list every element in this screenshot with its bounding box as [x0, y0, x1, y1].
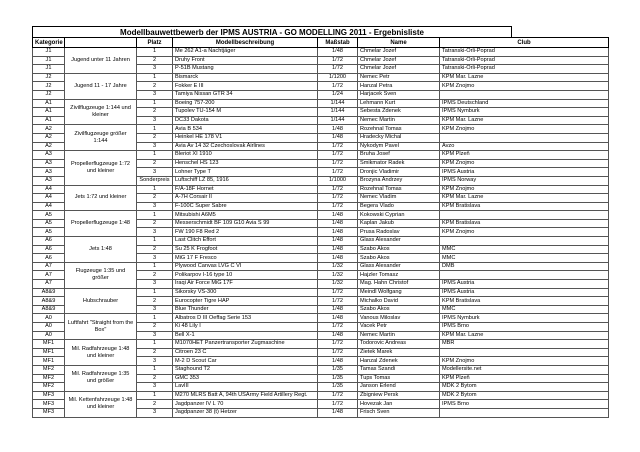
model-cell: Mitsubishi A6M5: [173, 211, 318, 220]
name-cell: Michalko David: [358, 297, 440, 306]
name-cell: Begera Vlado: [358, 202, 440, 211]
massstab-cell: 1/144: [318, 108, 358, 117]
model-cell: LavIII: [173, 383, 318, 392]
kategorie-cell: A2: [33, 142, 65, 151]
model-cell: Plywood Canvas LVG C VI: [173, 262, 318, 271]
platz-cell: 1: [137, 99, 173, 108]
table-row: [33, 262, 609, 271]
club-cell: KPM Znojmo: [440, 228, 609, 237]
massstab-cell: 1/48: [318, 125, 358, 134]
massstab-cell: 1/48: [318, 254, 358, 263]
kategorie-cell: MF3: [33, 400, 65, 409]
name-cell: Nemec Vladim: [358, 194, 440, 203]
platz-cell: 3: [137, 116, 173, 125]
kategorie-cell: MF2: [33, 374, 65, 383]
kategorie-cell: A5: [33, 219, 65, 228]
model-cell: GMC 353: [173, 374, 318, 383]
kategorie-cell: MF2: [33, 383, 65, 392]
kategorie-cell: J2: [33, 82, 65, 91]
platz-cell: 1: [137, 262, 173, 271]
model-cell: Iraqi Air Force MiG 17F: [173, 280, 318, 289]
name-cell: Lehmann Kurt: [358, 99, 440, 108]
header-row: [33, 38, 609, 48]
platz-cell: 1: [137, 314, 173, 323]
name-cell: Dronjic Vladimir: [358, 168, 440, 177]
massstab-cell: 1/72: [318, 159, 358, 168]
kategorie-cell: J1: [33, 65, 65, 74]
kategorie-cell: A4: [33, 194, 65, 203]
massstab-cell: 1/48: [318, 219, 358, 228]
group-label-cell: Mil. Radfahrzeuge 1:35 und größer: [65, 365, 137, 391]
kategorie-cell: J1: [33, 56, 65, 65]
model-cell: M270 MLRS Batt A, 94th USArmy Field Artillery Regt.: [173, 391, 318, 400]
name-cell: Vacek Petr: [358, 323, 440, 332]
massstab-cell: 1/35: [318, 383, 358, 392]
group-label-cell: Luftfahrt "Straight from the Box": [65, 314, 137, 340]
kategorie-cell: A1: [33, 116, 65, 125]
name-cell: Nemec Martin: [358, 331, 440, 340]
model-cell: Boeing 757-200: [173, 99, 318, 108]
model-cell: Jagdpanzer 38 (t) Hetzer: [173, 408, 318, 417]
group-label-cell: Zivilflugzeuge größer 1:144: [65, 125, 137, 151]
table-row: [33, 73, 609, 82]
table-row: [33, 391, 609, 400]
massstab-cell: 1/72: [318, 297, 358, 306]
massstab-cell: 1/72: [318, 391, 358, 400]
massstab-cell: 1/32: [318, 262, 358, 271]
club-cell: [440, 133, 609, 142]
header-name: Name: [358, 38, 440, 48]
club-cell: IPMS Nymburk: [440, 314, 609, 323]
name-cell: Chmelar Jozef: [358, 56, 440, 65]
club-cell: MBR: [440, 340, 609, 349]
platz-cell: 1: [137, 125, 173, 134]
name-cell: Nemec Martin: [358, 116, 440, 125]
platz-cell: 1: [137, 365, 173, 374]
kategorie-cell: A5: [33, 228, 65, 237]
model-cell: F-100C Super Sabre: [173, 202, 318, 211]
massstab-cell: 1/72: [318, 288, 358, 297]
name-cell: Glass Alexander: [358, 262, 440, 271]
model-cell: Messerschmidt BF 109 G10 Avia S 99: [173, 219, 318, 228]
results-sheet: [32, 26, 608, 418]
club-cell: KPM Znojmo: [440, 82, 609, 91]
model-cell: Sikorsky VS-300: [173, 288, 318, 297]
table-row: [33, 340, 609, 349]
massstab-cell: 1/48: [318, 237, 358, 246]
kategorie-cell: MF1: [33, 348, 65, 357]
name-cell: Szabo Akos: [358, 305, 440, 314]
kategorie-cell: A2: [33, 125, 65, 134]
name-cell: Rozehnal Tomas: [358, 185, 440, 194]
name-cell: Tamas Szandi: [358, 365, 440, 374]
massstab-cell: 1/144: [318, 99, 358, 108]
model-cell: Me 262 A1-a Nachtjäger: [173, 48, 318, 57]
kategorie-cell: A7: [33, 280, 65, 289]
platz-cell: 2: [137, 133, 173, 142]
table-row: [33, 185, 609, 194]
massstab-cell: 1/35: [318, 374, 358, 383]
club-cell: KPM Znojmo: [440, 125, 609, 134]
massstab-cell: 1/48: [318, 211, 358, 220]
model-cell: Fokker E III: [173, 82, 318, 91]
kategorie-cell: MF3: [33, 408, 65, 417]
club-cell: IPMS Brno: [440, 400, 609, 409]
kategorie-cell: A1: [33, 99, 65, 108]
massstab-cell: 1/48: [318, 314, 358, 323]
kategorie-cell: MF1: [33, 340, 65, 349]
club-cell: [440, 211, 609, 220]
model-cell: Avia B 534: [173, 125, 318, 134]
model-cell: Bell X-1: [173, 331, 318, 340]
club-cell: KPM Mar. Lazne: [440, 116, 609, 125]
sheet-title: Modellbauwettbewerb der IPMS AUSTRIA - GO MODELLING 2011 - Ergebnisliste: [32, 26, 512, 37]
name-cell: Brozyna Andrzey: [358, 176, 440, 185]
name-cell: Glass Alexander: [358, 237, 440, 246]
name-cell: Tups Tomas: [358, 374, 440, 383]
name-cell: Harjacek Sven: [358, 90, 440, 99]
kategorie-cell: A3: [33, 168, 65, 177]
platz-cell: 3: [137, 305, 173, 314]
platz-cell: 2: [137, 245, 173, 254]
kategorie-cell: A8&9: [33, 288, 65, 297]
platz-cell: 2: [137, 194, 173, 203]
name-cell: Frisch Sven: [358, 408, 440, 417]
massstab-cell: 1/72: [318, 185, 358, 194]
kategorie-cell: A5: [33, 211, 65, 220]
club-cell: MMC: [440, 254, 609, 263]
name-cell: Hanzal Petra: [358, 82, 440, 91]
name-cell: Sebesta Zdenek: [358, 108, 440, 117]
massstab-cell: 1/48: [318, 133, 358, 142]
massstab-cell: 1/35: [318, 365, 358, 374]
club-cell: Tatranski-Orli-Poprad: [440, 48, 609, 57]
platz-cell: 1: [137, 48, 173, 57]
platz-cell: 3: [137, 408, 173, 417]
model-cell: Henschel HS 123: [173, 159, 318, 168]
club-cell: KPM Bratislava: [440, 297, 609, 306]
massstab-cell: 1/48: [318, 357, 358, 366]
platz-cell: 1: [137, 391, 173, 400]
platz-cell: 2: [137, 400, 173, 409]
platz-cell: Sonderpreis: [137, 176, 173, 185]
club-cell: IPMS Nymburk: [440, 108, 609, 117]
group-label-cell: Jugend unter 11 Jahren: [65, 48, 137, 74]
massstab-cell: 1/72: [318, 168, 358, 177]
group-label-cell: Jets 1:48: [65, 237, 137, 263]
kategorie-cell: J1: [33, 48, 65, 57]
table-row: [33, 365, 609, 374]
massstab-cell: 1/72: [318, 348, 358, 357]
kategorie-cell: MF1: [33, 357, 65, 366]
name-cell: Kaplan Jakub: [358, 219, 440, 228]
kategorie-cell: A1: [33, 108, 65, 117]
kategorie-cell: A0: [33, 323, 65, 332]
results-body: [33, 48, 609, 418]
platz-cell: 2: [137, 56, 173, 65]
group-label-cell: Propellerflugzeuge 1:72 und kleiner: [65, 151, 137, 185]
kategorie-cell: A3: [33, 151, 65, 160]
platz-cell: 1: [137, 340, 173, 349]
group-label-cell: Mil. Kettenfahrzeuge 1:48 und kleiner: [65, 391, 137, 417]
massstab-cell: 1/72: [318, 65, 358, 74]
name-cell: Hajzler Tomasz: [358, 271, 440, 280]
club-cell: [440, 271, 609, 280]
club-cell: MMC: [440, 305, 609, 314]
kategorie-cell: A6: [33, 254, 65, 263]
club-cell: KPM Znojmo: [440, 159, 609, 168]
massstab-cell: 1/24: [318, 90, 358, 99]
model-cell: Druhy Front: [173, 56, 318, 65]
kategorie-cell: A2: [33, 133, 65, 142]
table-row: [33, 237, 609, 246]
massstab-cell: 1/48: [318, 245, 358, 254]
club-cell: [440, 408, 609, 417]
kategorie-cell: A0: [33, 331, 65, 340]
name-cell: Zietek Marek: [358, 348, 440, 357]
massstab-cell: 1/72: [318, 56, 358, 65]
club-cell: KPM Bratislava: [440, 202, 609, 211]
kategorie-cell: A4: [33, 185, 65, 194]
platz-cell: 2: [137, 297, 173, 306]
platz-cell: 1: [137, 185, 173, 194]
name-cell: Meindl Wolfgang: [358, 288, 440, 297]
header-kategorie: Kategorie: [33, 38, 65, 48]
table-row: [33, 211, 609, 220]
group-label-cell: Zivilflugzeuge 1:144 und kleiner: [65, 99, 137, 125]
platz-cell: 3: [137, 142, 173, 151]
club-cell: IPMS Austria: [440, 288, 609, 297]
name-cell: Zbigniew Persk: [358, 391, 440, 400]
club-cell: IPMS Austria: [440, 168, 609, 177]
model-cell: MiG 17 F Fresco: [173, 254, 318, 263]
massstab-cell: 1/32: [318, 280, 358, 289]
group-label-cell: Mil. Radfahrzeuge 1:48 und kleiner: [65, 340, 137, 366]
kategorie-cell: A8&9: [33, 305, 65, 314]
model-cell: Blue Thunder: [173, 305, 318, 314]
kategorie-cell: MF3: [33, 391, 65, 400]
table-row: [33, 314, 609, 323]
platz-cell: 3: [137, 202, 173, 211]
model-cell: Ki 48 Lily I: [173, 323, 318, 332]
name-cell: Janson Erlend: [358, 383, 440, 392]
platz-cell: 3: [137, 168, 173, 177]
model-cell: Tamiya Nissan GTR 34: [173, 90, 318, 99]
platz-cell: 1: [137, 237, 173, 246]
kategorie-cell: A3: [33, 159, 65, 168]
header-group: [65, 38, 137, 48]
model-cell: Jagdpanzer IV L 70: [173, 400, 318, 409]
model-cell: Luftschiff LZ 85, 1916: [173, 176, 318, 185]
table-row: [33, 125, 609, 134]
platz-cell: 3: [137, 383, 173, 392]
name-cell: Szabo Akos: [358, 254, 440, 263]
kategorie-cell: J2: [33, 73, 65, 82]
kategorie-cell: A8&9: [33, 297, 65, 306]
massstab-cell: 1/72: [318, 82, 358, 91]
massstab-cell: 1/72: [318, 400, 358, 409]
model-cell: FW 190 F8 Red 2: [173, 228, 318, 237]
model-cell: P-51B Mustang: [173, 65, 318, 74]
platz-cell: 3: [137, 228, 173, 237]
name-cell: Szabo Akos: [358, 245, 440, 254]
massstab-cell: 1/48: [318, 48, 358, 57]
massstab-cell: 1/32: [318, 271, 358, 280]
model-cell: F/A-18F Hornet: [173, 185, 318, 194]
model-cell: Staghound T2: [173, 365, 318, 374]
club-cell: MDK 2 Bytom: [440, 383, 609, 392]
club-cell: KPM Znojmo: [440, 357, 609, 366]
name-cell: Rozehnal Tomas: [358, 125, 440, 134]
platz-cell: 3: [137, 357, 173, 366]
club-cell: IPMS Brno: [440, 323, 609, 332]
model-cell: DC33 Dakota: [173, 116, 318, 125]
club-cell: MDK 2 Bytom: [440, 391, 609, 400]
platz-cell: 3: [137, 331, 173, 340]
club-cell: KPM Mar. Lazne: [440, 194, 609, 203]
model-cell: M-2 D Scout Car: [173, 357, 318, 366]
platz-cell: 3: [137, 280, 173, 289]
platz-cell: 2: [137, 108, 173, 117]
club-cell: IPMS Austria: [440, 280, 609, 289]
massstab-cell: 1/72: [318, 323, 358, 332]
results-table: [32, 37, 609, 418]
header-modellbeschreibung: Modellbeschreibung: [173, 38, 318, 48]
platz-cell: 2: [137, 348, 173, 357]
club-cell: Modellersite.net: [440, 365, 609, 374]
kategorie-cell: A6: [33, 245, 65, 254]
club-cell: MMC: [440, 245, 609, 254]
model-cell: Tupolev TU-154 M: [173, 108, 318, 117]
model-cell: Heinkel HE 178 V1: [173, 133, 318, 142]
massstab-cell: 1/72: [318, 194, 358, 203]
club-cell: KPM Bratislava: [440, 219, 609, 228]
table-row: [33, 48, 609, 57]
platz-cell: 3: [137, 65, 173, 74]
group-label-cell: Jugend 11 - 17 Jahre: [65, 73, 137, 99]
kategorie-cell: A0: [33, 314, 65, 323]
kategorie-cell: A7: [33, 262, 65, 271]
club-cell: KPM Mar. Lazne: [440, 331, 609, 340]
platz-cell: 2: [137, 219, 173, 228]
name-cell: Prusa Radoslav: [358, 228, 440, 237]
massstab-cell: 1/48: [318, 305, 358, 314]
model-cell: Albatros D III Oeffag Serie 153: [173, 314, 318, 323]
model-cell: Bismarck: [173, 73, 318, 82]
club-cell: [440, 348, 609, 357]
header-club: Club: [440, 38, 609, 48]
platz-cell: 1: [137, 151, 173, 160]
platz-cell: 2: [137, 323, 173, 332]
platz-cell: 3: [137, 254, 173, 263]
kategorie-cell: A6: [33, 237, 65, 246]
group-label-cell: Jets 1:72 und kleiner: [65, 185, 137, 211]
platz-cell: 2: [137, 159, 173, 168]
name-cell: Hanzal Zdenek: [358, 357, 440, 366]
platz-cell: 2: [137, 271, 173, 280]
name-cell: Hradecky Michal: [358, 133, 440, 142]
club-cell: [440, 90, 609, 99]
massstab-cell: 1/72: [318, 202, 358, 211]
name-cell: Chmelar Jozef: [358, 48, 440, 57]
name-cell: Todorovic Andreas: [358, 340, 440, 349]
model-cell: Polikarpov I-16 type 10: [173, 271, 318, 280]
table-row: [33, 99, 609, 108]
platz-cell: 1: [137, 73, 173, 82]
name-cell: Bruha Josef: [358, 151, 440, 160]
massstab-cell: 1/72: [318, 142, 358, 151]
massstab-cell: 1/48: [318, 331, 358, 340]
model-cell: Bleriot XI 1910: [173, 151, 318, 160]
club-cell: KPM Znojmo: [440, 185, 609, 194]
model-cell: Su 25 K Frogfoot: [173, 245, 318, 254]
kategorie-cell: MF2: [33, 365, 65, 374]
platz-cell: 3: [137, 90, 173, 99]
model-cell: Eurocopter Tigre HAP: [173, 297, 318, 306]
club-cell: Tatranski-Orli-Poprad: [440, 65, 609, 74]
kategorie-cell: A3: [33, 176, 65, 185]
club-cell: KPM Plzeň: [440, 151, 609, 160]
club-cell: KPM Mar. Lazne: [440, 73, 609, 82]
table-row: [33, 288, 609, 297]
model-cell: Lohner Type T: [173, 168, 318, 177]
club-cell: KPM Plzeň: [440, 374, 609, 383]
platz-cell: 1: [137, 288, 173, 297]
platz-cell: 2: [137, 82, 173, 91]
model-cell: Last Clitch Effort: [173, 237, 318, 246]
platz-cell: 1: [137, 211, 173, 220]
model-cell: A-7H Corsair II: [173, 194, 318, 203]
club-cell: IPMS Norway: [440, 176, 609, 185]
model-cell: Citroen 23 C: [173, 348, 318, 357]
group-label-cell: Flugzeuge 1:35 und größer: [65, 262, 137, 288]
club-cell: DMB: [440, 262, 609, 271]
kategorie-cell: A7: [33, 271, 65, 280]
massstab-cell: 1/48: [318, 228, 358, 237]
kategorie-cell: J2: [33, 90, 65, 99]
club-cell: Tatranski-Orli-Poprad: [440, 56, 609, 65]
club-cell: Avzo: [440, 142, 609, 151]
name-cell: Vanous Miloslav: [358, 314, 440, 323]
kategorie-cell: A4: [33, 202, 65, 211]
header-platz: Platz: [137, 38, 173, 48]
club-cell: IPMS Deutschland: [440, 99, 609, 108]
name-cell: Chmelar Jozef: [358, 65, 440, 74]
massstab-cell: 1/1200: [318, 73, 358, 82]
header-massstab: Maßstab: [318, 38, 358, 48]
club-cell: [440, 237, 609, 246]
platz-cell: 2: [137, 374, 173, 383]
name-cell: Smikmator Radek: [358, 159, 440, 168]
group-label-cell: Propellerflugzeuge 1:48: [65, 211, 137, 237]
group-label-cell: Hubschrauber: [65, 288, 137, 314]
name-cell: Kokowski Cyprian: [358, 211, 440, 220]
name-cell: Mag. Hahn Christof: [358, 280, 440, 289]
model-cell: Avia Av 14 32 Czechoslovak Airlines: [173, 142, 318, 151]
massstab-cell: 1/1000: [318, 176, 358, 185]
massstab-cell: 1/144: [318, 116, 358, 125]
massstab-cell: 1/48: [318, 408, 358, 417]
table-row: [33, 151, 609, 160]
name-cell: Hovezak Jan: [358, 400, 440, 409]
massstab-cell: 1/72: [318, 151, 358, 160]
massstab-cell: 1/72: [318, 340, 358, 349]
model-cell: M1070HET Panzertransporter Zugmaschine: [173, 340, 318, 349]
name-cell: Nykodym Pavel: [358, 142, 440, 151]
name-cell: Nemec Petr: [358, 73, 440, 82]
